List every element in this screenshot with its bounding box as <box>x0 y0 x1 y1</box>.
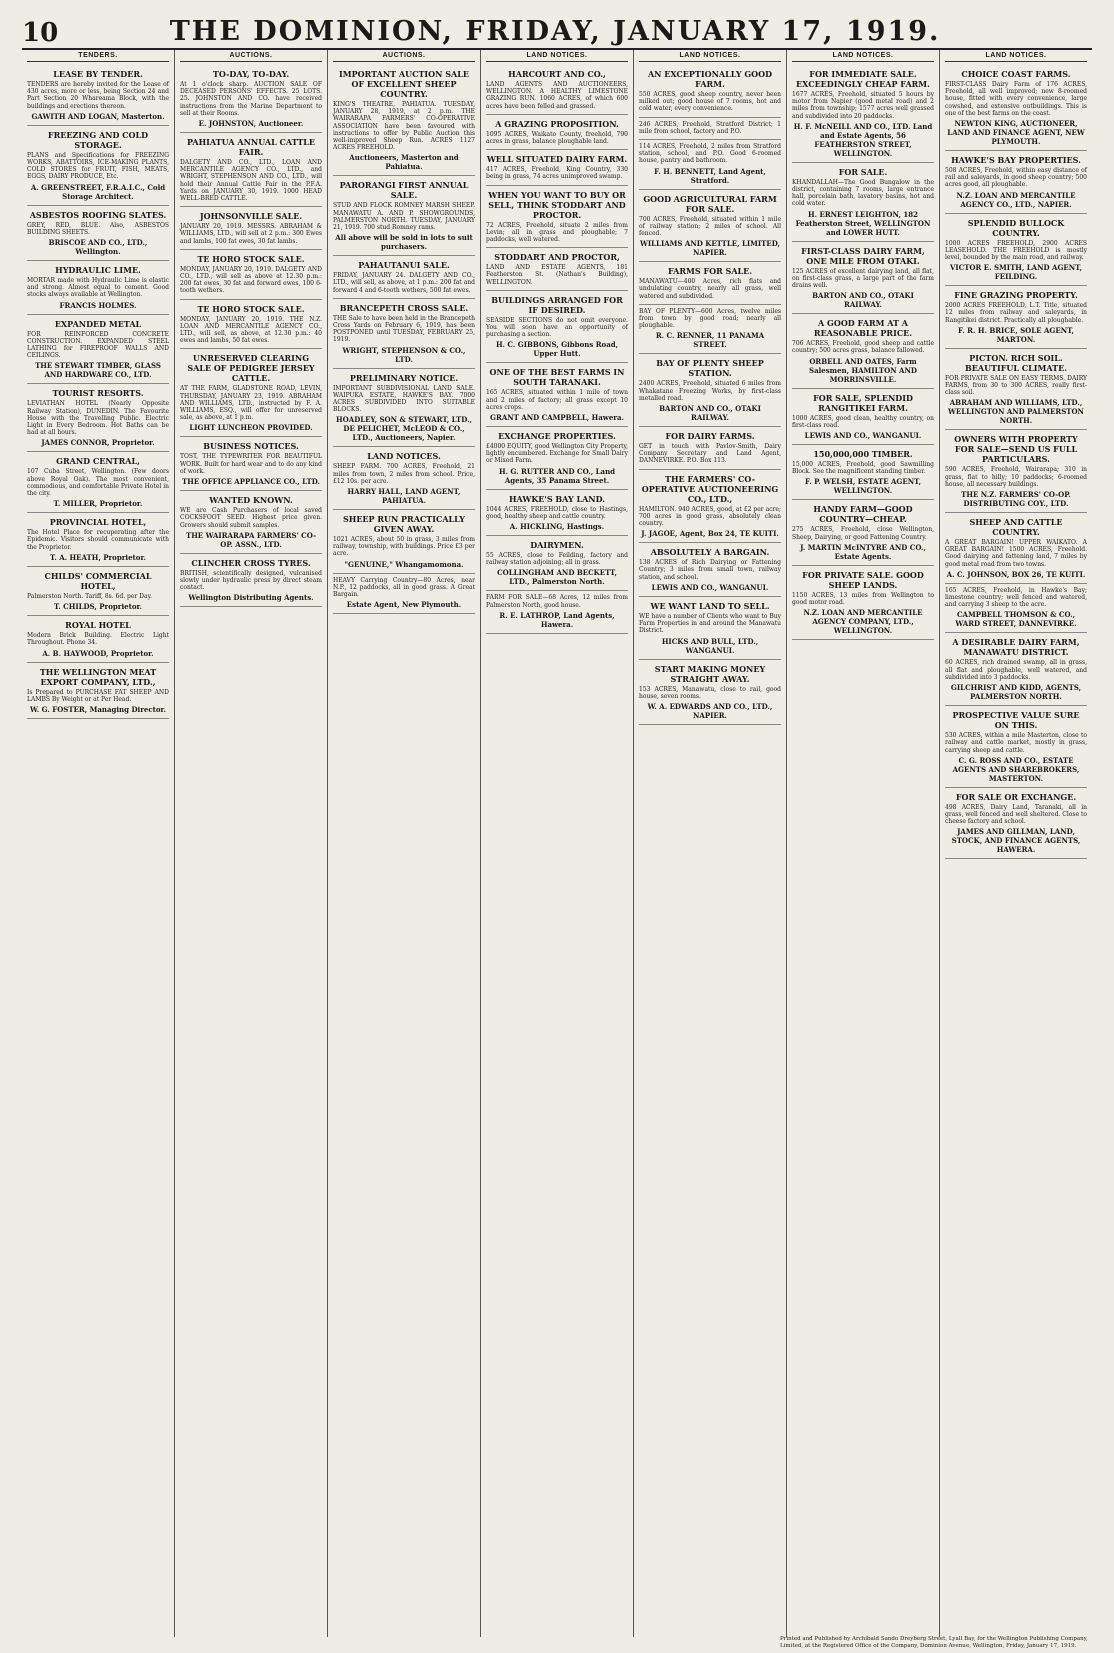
ad-advertiser: ABRAHAM AND WILLIAMS, LTD., WELLINGTON AND PALMERSTON NORTH. <box>948 398 1084 426</box>
ad-body: A GREAT BARGAIN! UPPER WAIKATO. A GREAT BARGAIN! 1500 ACRES, Freehold. Good dairying and fattening land, 7 miles by good metal road from two towns. <box>945 539 1087 568</box>
ad-title: TE HORO STOCK SALE. <box>197 253 305 264</box>
ad-body: FOR REINFORCED CONCRETE CONSTRUCTION. EXPANDED STEEL LATHING for FIREPROOF WALLS AND CEILINGS. <box>27 330 169 360</box>
advertisement <box>486 291 628 364</box>
advertisement <box>639 305 781 355</box>
ad-title: TOURIST RESORTS. <box>52 388 144 399</box>
ad-advertiser: FRANCIS HOLMES. <box>59 300 137 310</box>
ad-body: TOST, THE TYPEWRITER FOR BEAUTIFUL WORK. Built for hard wear and to do any kind of work. <box>180 453 322 475</box>
ad-title: WE WANT LAND TO SELL. <box>650 600 770 611</box>
ad-body: The Hotel Place for recuperating after the Epidemic. Visitors should communicate with the Proprietor. <box>27 529 169 551</box>
ad-body: FARM FOR SALE—68 Acres, 12 miles from Palmerston North, good house. <box>486 594 628 609</box>
ad-body: 700 ACRES, Freehold, situated within 1 mile of railway station; 2 miles of school. All fenced. <box>639 215 781 238</box>
column-heading: AUCTIONS. <box>333 52 475 62</box>
ad-title: WHEN YOU WANT TO BUY OR SELL, THINK STODDART AND PROCTOR. <box>488 189 626 220</box>
page-title: THE DOMINION, FRIDAY, JANUARY 17, 1919. <box>169 16 941 47</box>
ad-title: EXPANDED METAL <box>54 318 142 329</box>
ad-body: STUD AND FLOCK ROMNEY MARSH SHEEP. MANAWATU A. AND P. SHOWGROUNDS, PALMERSTON NORTH. TUESDAY, JANUARY 21, 1919. 700 stud Romney rams. <box>333 202 475 232</box>
ad-advertiser: R. C. RENNER, 11 PANAMA STREET. <box>655 331 765 350</box>
advertisement <box>486 65 628 115</box>
ad-title: HYDRAULIC LIME. <box>55 265 141 276</box>
ad-body: 165 ACRES, situated within 1 mile of town and 2 miles of factory; all grass except 10 acres crops. <box>486 389 628 411</box>
ad-title: LEASE BY TENDER. <box>53 69 143 79</box>
ad-title: WANTED KNOWN. <box>209 495 293 506</box>
ad-body: DALGETY AND CO., LTD., LOAN AND MERCANTILE AGENCY CO., LTD., and WRIGHT, STEPHENSON AND CO., LTD., will hold their Annual Cattle Fair in the P.F.A. Yards on JANUARY 30, 1919. 1000 HEAD WELL-BRED CATTLE. <box>180 159 322 203</box>
advertisement <box>27 384 169 452</box>
ad-title: SPLENDID BULLOCK COUNTRY. <box>967 217 1065 238</box>
ad-body: 1677 ACRES, Freehold, situated 5 hours by motor from Napier (good metal road) and 2 miles from township; 1577 acres well grassed and subdivided into 20 paddocks. <box>792 91 934 120</box>
advertisement <box>639 140 781 190</box>
ad-body: LAND AGENTS AND AUCTIONEERS, WELLINGTON. A HEALTHY LIMESTONE GRAZING RUN. 1060 ACRES, of which 600 acres have been felled and grassed. <box>486 81 628 110</box>
advertisement <box>945 65 1087 151</box>
ad-title: HANDY FARM—GOOD COUNTRY—CHEAP. <box>813 504 913 525</box>
ad-title: BUILDINGS ARRANGED FOR IF DESIRED. <box>491 294 623 315</box>
ad-advertiser: HOADLEY, SON & STEWART, LTD., DE PELICHET, McLEOD & CO., LTD., Auctioneers, Napier. <box>336 415 472 443</box>
column-heading: AUCTIONS. <box>180 52 322 62</box>
ad-title: BRANCEPETH CROSS SALE. <box>339 302 469 313</box>
ad-title: CHILDS' COMMERCIAL HOTEL, <box>44 570 152 591</box>
masthead <box>22 6 1092 50</box>
advertisement <box>945 513 1087 584</box>
ad-advertiser: H. ERNEST LEIGHTON, 182 Featherston Street, WELLINGTON and LOWER HUTT. <box>795 209 931 237</box>
ad-title: FIRST-CLASS DAIRY FARM, ONE MILE FROM OTAKI. <box>801 245 925 266</box>
advertisement <box>333 256 475 299</box>
ad-advertiser: A. GREENSTREET, F.R.A.I.C., Cold Storage Architect. <box>30 182 166 201</box>
ad-body: GET in touch with Pavlov-Smith, Dairy Company Secretary and Land Agent, DANNEVIRKE. P.O. Box 113. <box>639 443 781 465</box>
ad-body: BRITISH, scientifically designed, vulcanised slowly under hydraulic press by direct steam contact. <box>180 569 322 592</box>
advertisement <box>945 706 1087 788</box>
ad-title: UNRESERVED CLEARING SALE OF PEDIGREE JERSEY CATTLE. <box>187 353 315 384</box>
ad-advertiser: N.Z. LOAN AND MERCANTILE AGENCY COMPANY, LTD., WELLINGTON. <box>803 608 923 636</box>
ad-body: 125 ACRES of excellent dairying land, all flat, on first-class grass, a large part of the farm drains well. <box>792 267 934 290</box>
advertisement <box>27 452 169 513</box>
column <box>22 50 174 1637</box>
ad-body: SEASIDE SECTIONS do not omit everyone. You will soon have an opportunity of purchasing a section. <box>486 316 628 339</box>
ad-advertiser: THE WAIRARAPA FARMERS' CO-OP. ASSN., LTD. <box>185 530 316 549</box>
advertisement <box>486 150 628 185</box>
advertisement <box>180 133 322 207</box>
ad-title: FOR IMMEDIATE SALE. EXCEEDINGLY CHEAP FARM. <box>796 69 930 89</box>
ad-body: FRIDAY, JANUARY 24. DALGETY AND CO., LTD., will sell, as above, at 1 p.m.: 200 fat and forward 4 and 6-tooth wethers, 500 fat ewes. <box>333 272 475 294</box>
ad-body: Is Prepared to PURCHASE FAT SHEEP AND LAMBS By Weight or at Per Head. <box>27 688 169 703</box>
ad-body: 590 ACRES, Freehold, Wairarapa; 310 in grass, flat to hilly; 10 paddocks; 6-roomed house, all necessary buildings. <box>945 466 1087 488</box>
column <box>480 50 633 1637</box>
advertisement <box>486 186 628 249</box>
advertisement <box>639 354 781 427</box>
column <box>939 50 1092 1637</box>
ad-title: FOR SALE OR EXCHANGE. <box>955 791 1077 802</box>
column-heading: LAND NOTICES. <box>792 52 934 62</box>
ad-title: PICTON. RICH SOIL. BEAUTIFUL CLIMATE. <box>965 352 1067 373</box>
ad-title: PROSPECTIVE VALUE SURE ON THIS. <box>952 710 1080 731</box>
ad-advertiser: BRISCOE AND CO., LTD., Wellington. <box>48 238 148 257</box>
ad-title: A GOOD FARM AT A REASONABLE PRICE. <box>813 318 913 339</box>
ad-body: 498 ACRES, Dairy Land, Taranaki, all in grass, well fenced and well sheltered. Close to cheese factory and school. <box>945 803 1087 826</box>
footer-imprint: Printed and Published by Archibald Sando Dreyberg Street, Lyall Bay, for the Wellington Publishing Company, Limited, at the Registered Office of the Company, Dominion Avenue, Wellington, Friday, January 17, 1919. <box>780 1636 1088 1649</box>
advertisement <box>486 427 628 490</box>
advertisement <box>27 513 169 567</box>
ad-advertiser: W. A. EDWARDS AND CO., LTD., NAPIER. <box>647 701 773 720</box>
ad-advertiser: A. HICKLING, Hastings. <box>509 522 605 532</box>
ad-body: 153 ACRES, Manawatu, close to rail, good house, seven rooms. <box>639 685 781 700</box>
ad-body: JANUARY 20, 1919. MESSRS. ABRAHAM & WILLIAMS, LTD., will sell at 2 p.m.: 300 Ewes and lambs, 100 fat ewes, 30 fat lambs. <box>180 223 322 245</box>
ad-body: AT THE FARM, GLADSTONE ROAD, LEVIN, THURSDAY, JANUARY 23, 1919. ABRAHAM AND WILLIAMS, LTD., instructed by F. A. WILLIAMS, ESQ., will offer for unreserved sale, as above, at 1 p.m. <box>180 385 322 422</box>
ad-title: GOOD AGRICULTURAL FARM FOR SALE. <box>643 193 777 214</box>
advertisement <box>945 788 1087 860</box>
advertisement <box>639 470 781 544</box>
ad-advertiser: ORBELL AND OATES, Farm Salesmen, HAMILTON AND MORRINSVILLE. <box>809 356 917 384</box>
column-heading: LAND NOTICES. <box>639 52 781 62</box>
advertisement <box>792 242 934 315</box>
ad-body: 1000 ACRES, good clean, healthy country, on first-class road. <box>792 414 934 429</box>
ad-body: 1000 ACRES FREEHOLD, 2900 ACRES LEASEHOLD. THE FREEHOLD is mostly level, bounded by the main road, and railway. <box>945 239 1087 262</box>
advertisement <box>639 597 781 660</box>
advertisement <box>792 163 934 242</box>
ad-advertiser: E. JOHNSTON, Auctioneer. <box>198 119 304 129</box>
ad-body: IMPORTANT SUBDIVISIONAL LAND SALE. WAIPUKA ESTATE, HAWKE'S BAY. 7000 ACRES SUBDIVIDED INTO SUITABLE BLOCKS. <box>333 384 475 414</box>
advertisement <box>945 430 1087 513</box>
advertisement <box>486 248 628 291</box>
ad-title: SHEEP AND CATTLE COUNTRY. <box>969 517 1063 538</box>
ad-body: FIRST-CLASS Dairy Farm of 176 ACRES, Freehold, all well improved; new 8-roomed house, fitted with every convenience, large cowshed, and extensive outbuildings. This is one of the best farms on the coast. <box>945 81 1087 117</box>
ad-advertiser: LEWIS AND CO., WANGANUI. <box>651 582 769 592</box>
advertisement <box>639 427 781 470</box>
column <box>633 50 786 1637</box>
column-heading: LAND NOTICES. <box>945 52 1087 62</box>
ad-advertiser: BARTON AND CO., OTAKI RAILWAY. <box>659 404 761 423</box>
ad-title: TE HORO STOCK SALE. <box>197 303 305 314</box>
ad-title: FOR SALE, SPLENDID RANGITIKEI FARM. <box>813 392 913 413</box>
advertisement <box>792 500 934 565</box>
ad-advertiser: WRIGHT, STEPHENSON & CO., LTD. <box>342 345 466 364</box>
ad-advertiser: H. G. RUTTER AND CO., Land Agents, 35 Panama Street. <box>498 466 616 485</box>
ad-title: CLINCHER CROSS TYRES. <box>191 557 311 568</box>
column <box>174 50 327 1637</box>
ad-body: 1150 ACRES, 13 miles from Wellington to good motor road. <box>792 591 934 607</box>
ad-body: Palmerston North. Tariff, 8s. 6d. per Day. <box>27 592 153 600</box>
ad-title: IMPORTANT AUCTION SALE OF EXCELLENT SHEEP COUNTRY. <box>339 69 469 99</box>
ad-advertiser: H. F. McNEILL AND CO., LTD. Land and Estate Agents, 56 FEATHERSTON STREET, WELLINGTON. <box>793 121 933 158</box>
ad-advertiser: VICTOR E. SMITH, LAND AGENT, FEILDING. <box>949 263 1083 282</box>
ad-title: AN EXCEPTIONALLY GOOD FARM. <box>647 69 773 89</box>
ad-body: At 1 o'clock sharp. AUCTION SALE OF DECEASED PERSONS' EFFECTS. 25 LOTS. 25. JOHNSTON AND CO. have received instructions from the Marine Department to sell at their Rooms. <box>180 81 322 117</box>
columns-container <box>22 50 1092 1637</box>
column-heading: TENDERS. <box>27 52 169 62</box>
ad-title: TO-DAY, TO-DAY. <box>212 69 290 79</box>
advertisement <box>639 660 781 725</box>
advertisement <box>639 118 781 140</box>
column <box>786 50 939 1637</box>
ad-body: £4000 EQUITY, good Wellington City Property, lightly encumbered. Exchange for Small Dairy or Mixed Farm. <box>486 443 628 465</box>
advertisement <box>639 262 781 305</box>
ad-body: GREY, RED, BLUE. Also, ASBESTOS BUILDING SHEETS. <box>27 221 169 236</box>
advertisement <box>333 65 475 176</box>
advertisement <box>27 567 169 616</box>
ad-advertiser: T. CHILDS, Proprietor. <box>53 602 142 612</box>
advertisement <box>333 574 475 615</box>
advertisement <box>792 65 934 163</box>
ad-body: PLANS and Specifications for FREEZING WORKS, ABATTOIRS, ICE-MAKING PLANTS, COLD STORES for FRUIT, FISH, MEATS, EGGS, DAIRY PRODUCE, Etc. <box>27 151 169 181</box>
ad-title: LAND NOTICES. <box>367 451 441 462</box>
ad-advertiser: THE N.Z. FARMERS' CO-OP. DISTRIBUTING COY., LTD. <box>961 490 1071 509</box>
ad-title: FOR SALE. <box>838 166 888 177</box>
advertisement <box>27 126 169 206</box>
ad-advertiser: HARRY HALL, LAND AGENT, PAHIATUA. <box>347 487 461 506</box>
ad-body: BAY OF PLENTY—600 Acres, twelve miles from town by good road; nearly all ploughable. <box>639 307 781 330</box>
ad-body: 114 ACRES, Freehold, 2 miles from Stratford station, school, and P.O. Good 6-roomed house, pantry and bathroom. <box>639 143 781 165</box>
ad-title: ONE OF THE BEST FARMS IN SOUTH TARANAKI. <box>489 367 625 388</box>
ad-title: STODDART AND PROCTOR, <box>494 252 620 263</box>
ad-title: START MAKING MONEY STRAIGHT AWAY. <box>654 663 766 684</box>
ad-advertiser: C. G. ROSS AND CO., ESTATE AGENTS AND SHAREBROKERS, MASTERTON. <box>952 755 1080 783</box>
ad-title: PROVINCIAL HOTEL, <box>49 517 147 528</box>
ad-body: 1044 ACRES, FREEHOLD, close to Hastings, good, healthy sheep and cattle country. <box>486 505 628 520</box>
ad-title: JOHNSONVILLE SALE. <box>199 211 303 222</box>
ad-advertiser: J. JAGOE, Agent, Box 24, TE KUITI. <box>641 529 779 539</box>
ad-advertiser: W. G. FOSTER, Managing Director. <box>29 704 166 714</box>
ad-body: 550 ACRES, good sheep country, never been milked out; good house of 7 rooms, hot and cold water, every convenience. <box>639 91 781 113</box>
ad-title: DAIRYMEN. <box>530 540 584 551</box>
advertisement <box>333 176 475 256</box>
advertisement <box>27 663 169 719</box>
advertisement <box>180 300 322 350</box>
ad-body: 2000 ACRES FREEHOLD, L.T. Title, situated 12 miles from railway and saleyards, in Rangitikei district. Practically all ploughable. <box>945 302 1087 324</box>
ad-advertiser: LIGHT LUNCHEON PROVIDED. <box>189 423 313 433</box>
ad-body: THE Sale to have been held in the Brancepeth Cross Yards on February 6, 1919, has been POSTPONED until TUESDAY, FEBRUARY 25, 1919. <box>333 314 475 344</box>
advertisement <box>486 115 628 150</box>
ad-title: FREEZING AND COLD STORAGE. <box>47 129 149 150</box>
ad-title: A DESIRABLE DAIRY FARM, MANAWATU DISTRICT. <box>952 637 1080 658</box>
ad-advertiser: T. A. HEATH, Proprietor. <box>50 552 146 562</box>
advertisement <box>945 584 1087 634</box>
ad-title: EXCHANGE PROPERTIES. <box>498 431 616 442</box>
ad-body: 275 ACRES, Freehold, close Wellington, Sheep, Dairying, or good Fattening Country. <box>792 526 934 541</box>
ad-title: BUSINESS NOTICES. <box>203 441 299 452</box>
advertisement <box>792 314 934 388</box>
ad-advertiser: HICKS AND BULL, LTD., WANGANUI. <box>661 636 759 655</box>
ad-advertiser: F. P. WELSH, ESTATE AGENT, WELLINGTON. <box>804 477 922 496</box>
advertisement <box>945 349 1087 431</box>
ad-body: MONDAY, JANUARY 20, 1919. DALGETY AND CO., LTD., will sell as above at 12.30 p.m.: 200 fat ewes, 30 fat and forward ewes, 100 6-tooth wethers. <box>180 265 322 295</box>
ad-advertiser: N.Z. LOAN AND MERCANTILE AGENCY CO., LTD., NAPIER. <box>956 190 1076 209</box>
ad-advertiser: Estate Agent, New Plymouth. <box>346 600 462 610</box>
ad-advertiser: GAWITH AND LOGAN, Masterton. <box>31 111 165 121</box>
ad-body: LEVIATHAN HOTEL (Nearly Opposite Railway Station), DUNEDIN. The Favourite House with the Travelling Public. Electric Light in Every Bedroom. Hot Baths can be had at all hours. <box>27 400 169 437</box>
ad-advertiser: J. MARTIN McINTYRE AND CO., Estate Agents. <box>800 542 926 561</box>
ad-advertiser: THE OFFICE APPLIANCE CO., LTD. <box>182 477 320 487</box>
ad-advertiser: GRANT AND CAMPBELL, Hawera. <box>490 413 624 423</box>
ad-advertiser: T. MILLER, Proprietor. <box>53 499 143 509</box>
column <box>327 50 480 1637</box>
ad-body: TENDERS are hereby invited for the Lease of 430 acres, more or less, being Section 24 and Part Section 20 Whareama Block, with the buildings and erections thereon. <box>27 81 169 110</box>
page-number: 10 <box>22 18 59 48</box>
ad-body: 72 ACRES, Freehold, situate 2 miles from Levin; all in grass and ploughable; 7 paddocks, well watered. <box>486 221 628 244</box>
advertisement <box>180 250 322 300</box>
ad-body: 1021 ACRES, about 50 in grass, 3 miles from railway, township, with buildings. Price £3 per acre. <box>333 536 475 558</box>
ad-body: 15,000 ACRES, Freehold, good Sawmilling Block. See the magnificent standing timber. <box>792 461 934 476</box>
ad-title: ROYAL HOTEL <box>65 620 131 631</box>
advertisement <box>486 490 628 536</box>
advertisement <box>180 491 322 554</box>
advertisement <box>486 536 628 591</box>
advertisement <box>27 65 169 126</box>
ad-body: LAND AND ESTATE AGENTS, 181 Featherston St. (Nathan's Building), WELLINGTON. <box>486 264 628 286</box>
advertisement <box>180 349 322 437</box>
advertisement <box>945 214 1087 287</box>
ad-advertiser: NEWTON KING, AUCTIONEER, LAND AND FINANCE AGENT, NEW PLYMOUTH. <box>947 119 1085 147</box>
advertisement <box>180 554 322 608</box>
ad-body: MANAWATU—400 Acres, rich flats and undulating country, nearly all grass, well watered and subdivided. <box>639 278 781 300</box>
advertisement <box>486 591 628 633</box>
ad-body: Modern Brick Building. Electric Light Throughout. Phone 34. <box>27 632 169 647</box>
advertisement <box>792 445 934 500</box>
ad-advertiser: COLLINGHAM AND BECKETT, LTD., Palmerston North. <box>497 568 617 587</box>
ad-title: A GRAZING PROPOSITION. <box>495 118 619 129</box>
ad-advertiser: LEWIS AND CO., WANGANUI. <box>804 431 922 441</box>
ad-title: ABSOLUTELY A BARGAIN. <box>650 547 770 558</box>
ad-title: GRAND CENTRAL, <box>56 456 140 467</box>
ad-title: PARORANGI FIRST ANNUAL SALE. <box>339 180 469 201</box>
ad-body: 508 ACRES, Freehold, within easy distance of rail and saleyards, in good sheep country; 500 acres good, all ploughable. <box>945 167 1087 189</box>
ad-advertiser: WILLIAMS AND KETTLE, LIMITED, NAPIER. <box>639 239 780 258</box>
ad-title: FINE GRAZING PROPERTY. <box>954 290 1078 301</box>
ad-advertiser: All above will be sold in lots to suit purchasers. <box>335 233 473 252</box>
ad-body: 55 ACRES, close to Feilding, factory and railway station adjoining; all in grass. <box>486 552 628 567</box>
ad-advertiser: GILCHRIST AND KIDD, AGENTS, PALMERSTON NORTH. <box>950 683 1082 702</box>
ad-body: HAMILTON. 940 ACRES, good, at £2 per acre; 700 acres in good grass, absolutely clean country. <box>639 505 781 528</box>
ad-advertiser: BARTON AND CO., OTAKI RAILWAY. <box>812 291 914 310</box>
advertisement <box>945 633 1087 706</box>
advertisement <box>486 363 628 427</box>
advertisement <box>27 315 169 385</box>
ad-title: SHEEP RUN PRACTICALLY GIVEN AWAY. <box>342 514 465 535</box>
advertisement <box>27 261 169 315</box>
ad-body: SHEEP FARM. 700 ACRES, Freehold, 21 miles from town, 2 miles from school. Price, £12 10s. per acre. <box>333 463 475 485</box>
ad-advertiser: H. C. GIBBONS, Gibbons Road, Upper Hutt. <box>495 340 619 359</box>
advertisement <box>180 437 322 491</box>
ad-advertiser: Wellington Distributing Agents. <box>188 593 314 603</box>
ad-advertiser: "GENUINE," Whangamomona. <box>344 559 464 569</box>
ad-advertiser: F. R. H. BRICE, SOLE AGENT, MARTON. <box>958 325 1074 344</box>
ad-advertiser: R. E. LATHROP, Land Agents, Hawera. <box>499 610 615 629</box>
ad-title: 150,000,000 TIMBER. <box>813 449 913 460</box>
ad-body: HEAVY Carrying Country—80 Acres, near N.P., 12 paddocks, all in good grass. A Great Bargain. <box>333 576 475 599</box>
advertisement <box>333 369 475 448</box>
ad-advertiser: THE STEWART TIMBER, GLASS AND HARDWARE CO., LTD. <box>35 361 161 380</box>
ad-body: 2400 ACRES, Freehold, situated 6 miles from Whakatane Freezing Works, by first-class metalled road. <box>639 380 781 402</box>
advertisement <box>792 389 934 445</box>
ad-title: THE FARMERS' CO-OPERATIVE AUCTIONEERING CO., LTD., <box>641 473 779 504</box>
advertisement <box>639 543 781 597</box>
ad-title: HAWKE'S BAY PROPERTIES. <box>951 155 1081 166</box>
ad-body: 706 ACRES, Freehold, good sheep and cattle country; 500 acres grass, balance fallowed. <box>792 340 934 355</box>
column-heading: LAND NOTICES. <box>486 52 628 62</box>
ad-body: 60 ACRES, rich drained swamp, all in grass, all flat and ploughable, well watered, and subdivided into 3 paddocks. <box>945 659 1087 681</box>
advertisement <box>333 299 475 369</box>
advertisement <box>180 207 322 250</box>
ad-title: WELL SITUATED DAIRY FARM. <box>486 154 628 165</box>
ad-title: PAHIATUA ANNUAL CATTLE FAIR. <box>186 137 316 158</box>
ad-advertiser: F. H. BENNETT, Land Agent, Stratford. <box>654 166 766 185</box>
ad-body: 165 ACRES, Freehold, in Hawke's Bay; limestone country; well fenced and watered, and carrying 3 sheep to the acre. <box>945 586 1087 609</box>
ad-advertiser: JAMES CONNOR, Proprietor. <box>41 438 155 448</box>
ad-body: KHANDALLAH—The Good Bungalow in the district, containing 7 rooms, large entrance hall, porcelain bath, lavatory basins, hot and cold water. <box>792 178 934 208</box>
ad-title: ASBESTOS ROOFING SLATES. <box>29 209 167 220</box>
ad-title: FOR DAIRY FARMS. <box>665 431 755 442</box>
ad-title: HARCOURT AND CO., <box>508 69 606 79</box>
ad-body: KING'S THEATRE, PAHIATUA. TUESDAY, JANUARY 28, 1919, at 2 p.m. THE WAIRARAPA FARMERS' CO-OPERATIVE ASSOCIATION have been favoured with instructions to offer by Public Auction this well-improved Sheep Run. ACRES 1127 ACRES FREEHOLD. <box>333 101 475 152</box>
ad-advertiser: CAMPBELL THOMSON & CO., WARD STREET, DANNEVIRKE. <box>955 610 1077 629</box>
ad-body: 1095 ACRES, Waikato County, freehold, 790 acres in grass, balance ploughable land. <box>486 130 628 146</box>
ad-title: PRELIMINARY NOTICE. <box>349 372 459 383</box>
ad-body: 138 ACRES of Rich Dairying or Fattening Country; 3 miles from small town, railway station, and school. <box>639 559 781 581</box>
advertisement <box>945 286 1087 349</box>
ad-body: FOR PRIVATE SALE ON EASY TERMS. DAIRY FARMS, from 30 to 300 ACRES, really first-class soil. <box>945 374 1087 397</box>
advertisement <box>333 447 475 510</box>
ad-title: CHOICE COAST FARMS. <box>961 69 1071 79</box>
ad-body: WE are Cash Purchasers of local saved COCKSFOOT SEED. Highest price given. Growers should submit samples. <box>180 507 322 529</box>
advertisement <box>333 510 475 574</box>
advertisement <box>639 65 781 118</box>
ad-body: 417 ACRES, Freehold, King Country, 330 being in grass, 74 acres unimproved swamp. <box>486 166 628 181</box>
advertisement <box>945 151 1087 214</box>
ad-title: OWNERS WITH PROPERTY FOR SALE—SEND US FULL PARTICULARS. <box>954 434 1078 465</box>
ad-body: 107 Cuba Street, Wellington. (Few doors above Royal Oak). The most convenient, commodious, and comfortable Private Hotel in the city. <box>27 468 169 498</box>
ad-title: HAWKE'S BAY LAND. <box>508 493 606 504</box>
ad-advertiser: Auctioneers, Masterton and Pahiatua. <box>349 153 459 172</box>
advertisement <box>27 206 169 261</box>
ad-body: 530 ACRES, within a mile Masterton, close to railway and cattle market, mostly in grass, carrying sheep and cattle. <box>945 732 1087 754</box>
advertisement <box>792 566 934 640</box>
ad-body: MONDAY, JANUARY 20, 1919. THE N.Z. LOAN AND MERCANTILE AGENCY CO., LTD., will sell, as above, at 12.30 p.m.: 40 ewes and lambs, 50 fat ewes. <box>180 315 322 345</box>
ad-body: WE have a number of Clients who want to Buy Farm Properties in and around the Manawatu District. <box>639 612 781 635</box>
ad-title: BAY OF PLENTY SHEEP STATION. <box>656 358 764 379</box>
ad-advertiser: JAMES AND GILLMAN, LAND, STOCK, AND FINANCE AGENTS, HAWERA. <box>951 827 1081 855</box>
advertisement <box>180 65 322 133</box>
ad-title: THE WELLINGTON MEAT EXPORT COMPANY, LTD., <box>39 666 157 687</box>
ad-body: MORTAR made with Hydraulic Lime is elastic and strong. Almost equal to cement. Good stocks always available at Wellington. <box>27 277 169 299</box>
ad-advertiser: A. C. JOHNSON, BOX 26, TE KUITI. <box>946 569 1086 579</box>
ad-title: FARMS FOR SALE. <box>667 266 753 277</box>
advertisement <box>639 190 781 263</box>
ad-advertiser: A. B. HAYWOOD, Proprietor. <box>42 648 154 658</box>
ad-body: 246 ACRES, Freehold, Stratford District; 1 mile from school, factory and P.O. <box>639 120 781 135</box>
ad-title: PAHAUTANUI SALE. <box>358 260 450 271</box>
ad-title: FOR PRIVATE SALE. GOOD SHEEP LANDS. <box>802 569 924 590</box>
advertisement <box>27 616 169 662</box>
